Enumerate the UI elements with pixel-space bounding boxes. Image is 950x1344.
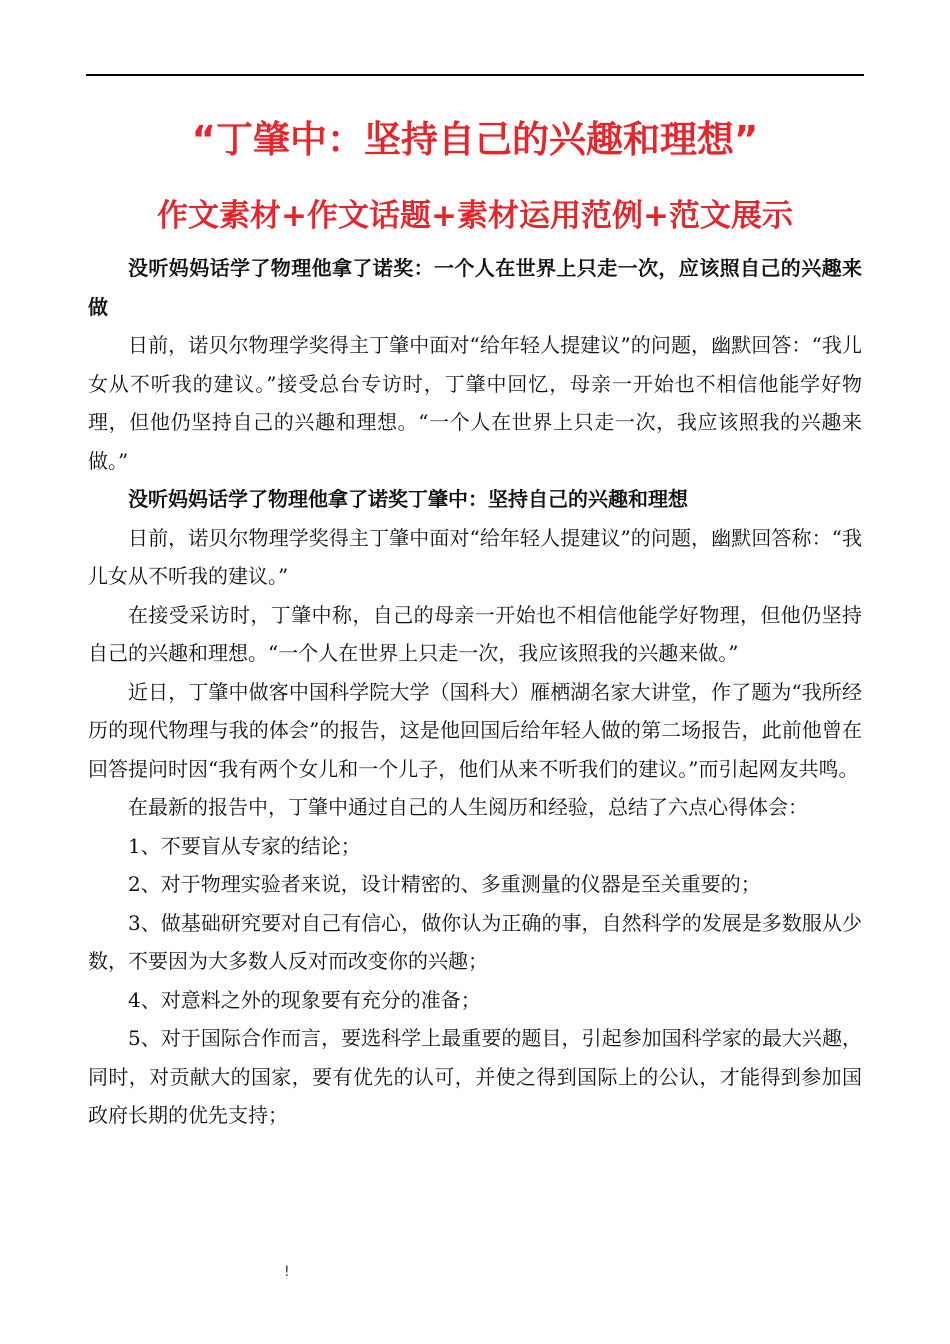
article-body	[88, 249, 862, 1135]
list-item: 5、对于国际合作而言，要选科学上最重要的题目，引起参加国科学家的最大兴趣，同时，对贡献大的国家，要有优先的认可，并使之得到国际上的公认，才能得到参加国政府长期的优先支持；	[88, 1026, 862, 1127]
section-heading: 没听妈妈话学了物理他拿了诺奖：一个人在世界上只走一次，应该照自己的兴趣来做	[88, 256, 862, 319]
header-rule	[86, 74, 864, 76]
body-paragraph: 近日，丁肇中做客中国科学院大学（国科大）雁栖湖名家大讲堂，作了题为“我所经历的现代物理与我的体会”的报告，这是他回国后给年轻人做的第二场报告，此前他曾在回答提问时因“我有两个女儿和一个儿子，他们从来不听我们的建议。”而引起网友共鸣。	[88, 679, 862, 781]
body-paragraph: 日前，诺贝尔物理学奖得主丁肇中面对“给年轻人提建议”的问题，幽默回答称：“我儿女从不听我的建议。”	[88, 525, 862, 588]
document-title: “丁肇中：坚持自己的兴趣和理想”	[191, 118, 759, 161]
list-item: 4、对意料之外的现象要有充分的准备；	[128, 987, 481, 1012]
body-paragraph: 在接受采访时，丁肇中称，自己的母亲一开始也不相信他能学好物理，但他仍坚持自己的兴趣和理想。“一个人在世界上只走一次，我应该照我的兴趣来做。”	[88, 602, 862, 665]
footer-mark: !	[284, 1264, 290, 1280]
body-paragraph: 在最新的报告中，丁肇中通过自己的人生阅历和经验，总结了六点心得体会：	[128, 795, 808, 819]
section-heading: 没听妈妈话学了物理他拿了诺奖丁肇中：坚持自己的兴趣和理想	[128, 487, 688, 511]
list-item: 1、不要盲从专家的结论；	[128, 833, 361, 858]
list-item: 2、对于物理实验者来说，设计精密的、多重测量的仪器是至关重要的；	[128, 872, 761, 896]
list-item: 3、做基础研究要对自己有信心，做你认为正确的事，自然科学的发展是多数服从少数，不要因为大多数人反对而改变你的兴趣；	[88, 910, 862, 973]
body-paragraph: 日前，诺贝尔物理学奖得主丁肇中面对“给年轻人提建议”的问题，幽默回答：“我儿女从不听我的建议。”接受总台专访时，丁肇中回忆，母亲一开始也不相信他能学好物理，但他仍坚持自己的兴趣和理想。“一个人在世界上只走一次，我应该照我的兴趣来做。”	[88, 333, 862, 473]
document-subtitle: 作文素材+作文话题+素材运用范例+范文展示	[157, 198, 793, 234]
